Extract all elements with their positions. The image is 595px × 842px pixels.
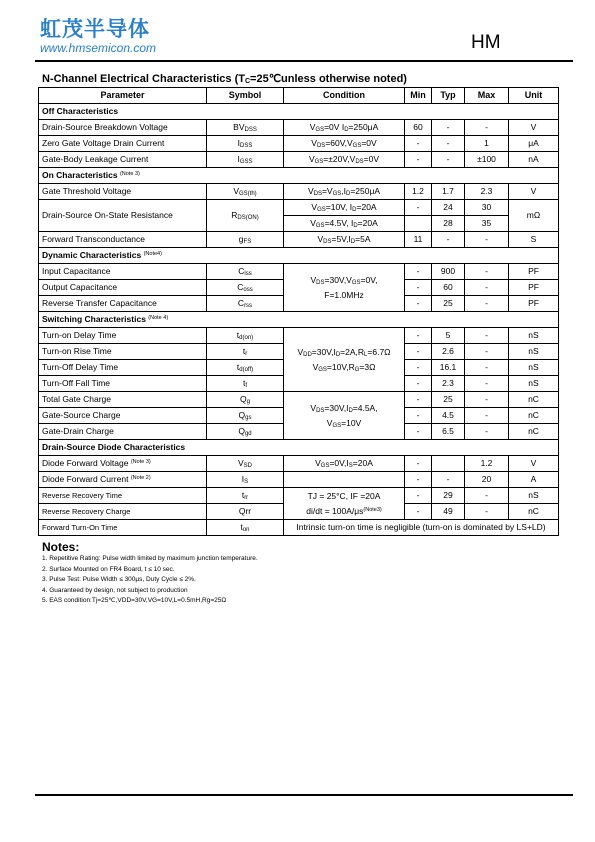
symbol-cell: $C_{lss}$: [207, 264, 284, 280]
typ-cell: [432, 456, 465, 472]
table-row-gfs: [39, 232, 559, 248]
company-logo: [40, 17, 156, 55]
condition-cell: $V_{DS}=30V,I_D=4.5A$, $V_{GS}=10V$: [284, 392, 405, 440]
min-cell: -: [405, 392, 432, 408]
param-cell: Gate-Body Leakage Current: [39, 152, 207, 168]
table-row-is: [39, 472, 559, 488]
unit-cell: nC: [509, 408, 559, 424]
max-cell: 20: [465, 472, 509, 488]
unit-cell: nA: [509, 152, 559, 168]
col-header-condition: Condition: [284, 88, 405, 104]
param-cell: Turn-Off Delay Time: [39, 360, 207, 376]
section-row-off: [39, 104, 559, 120]
unit-cell: PF: [509, 280, 559, 296]
table-row-vsd: [39, 456, 559, 472]
section-label-dynamic: Dynamic Characteristics $^{(Note4)}$: [39, 248, 559, 264]
unit-cell: nS: [509, 328, 559, 344]
max-cell: -: [465, 264, 509, 280]
max-cell: -: [465, 360, 509, 376]
max-cell: -: [465, 296, 509, 312]
param-cell: Forward Turn-On Time: [39, 520, 207, 536]
typ-cell: 49: [432, 504, 465, 520]
brand-name-cn: 虹茂半导体: [40, 17, 150, 41]
section-row-on: [39, 168, 559, 184]
table-row-bvdss: [39, 120, 559, 136]
table-row-ciss: [39, 264, 559, 280]
min-cell: -: [405, 328, 432, 344]
min-cell: 1.2: [405, 184, 432, 200]
min-cell: -: [405, 296, 432, 312]
min-cell: -: [405, 456, 432, 472]
typ-cell: 16.1: [432, 360, 465, 376]
symbol-cell: $t_{rr}$: [207, 488, 284, 504]
note-item: 2. Surface Mounted on FR4 Board, t ≤ 10 sec.: [42, 565, 175, 573]
typ-cell: 4.5: [432, 408, 465, 424]
min-cell: -: [405, 488, 432, 504]
symbol-cell: $C_{rss}$: [207, 296, 284, 312]
param-cell: Forward Transconductance: [39, 232, 207, 248]
max-cell: 2.3: [465, 184, 509, 200]
col-header-parameter: Parameter: [39, 88, 207, 104]
max-cell: 30: [465, 200, 509, 216]
min-cell: -: [405, 280, 432, 296]
max-cell: 1: [465, 136, 509, 152]
symbol-cell: $Q_{gd}$: [207, 424, 284, 440]
symbol-cell: $V_{GS(th)}$: [207, 184, 284, 200]
min-cell: -: [405, 360, 432, 376]
param-cell: Input Capacitance: [39, 264, 207, 280]
param-cell: Gate-Source Charge: [39, 408, 207, 424]
section-row-switching: [39, 312, 559, 328]
max-cell: -: [465, 376, 509, 392]
typ-cell: 6.5: [432, 424, 465, 440]
param-cell: Reverse Recovery Time: [39, 488, 207, 504]
max-cell: ±100: [465, 152, 509, 168]
condition-cell: $V_{GS}=0V$ $I_D=250\mu A$: [284, 120, 405, 136]
max-cell: -: [465, 408, 509, 424]
param-cell: Zero Gate Voltage Drain Current: [39, 136, 207, 152]
max-cell: -: [465, 232, 509, 248]
param-cell: Reverse Recovery Charge: [39, 504, 207, 520]
symbol-cell: $BV_{DSS}$: [207, 120, 284, 136]
condition-cell: $V_{GS}=10V$, $I_D=20A$: [284, 200, 405, 216]
condition-cell: $V_{GS}=4.5V$, $I_D=20A$: [284, 216, 405, 232]
symbol-cell: $I_S$: [207, 472, 284, 488]
min-cell: -: [405, 344, 432, 360]
max-cell: 1.2: [465, 456, 509, 472]
param-cell: Turn-Off Fall Time: [39, 376, 207, 392]
unit-cell: V: [509, 120, 559, 136]
unit-cell: nC: [509, 424, 559, 440]
param-cell: Output Capacitance: [39, 280, 207, 296]
condition-cell: TJ = 25°C, IF =20A $di/dt = 100A/\mu s^{(Note3)}$: [284, 488, 405, 520]
symbol-cell: $Q_g$: [207, 392, 284, 408]
unit-cell: nC: [509, 504, 559, 520]
min-cell: 60: [405, 120, 432, 136]
typ-cell: 2.6: [432, 344, 465, 360]
param-cell: Gate Threshold Voltage: [39, 184, 207, 200]
condition-cell: $V_{DS}=60V,V_{GS}=0V$: [284, 136, 405, 152]
param-cell: Reverse Transfer Capacitance: [39, 296, 207, 312]
param-cell: Drain-Source Breakdown Voltage: [39, 120, 207, 136]
col-header-typ: Typ: [432, 88, 465, 104]
param-cell: Diode Forward Current $^{(Note 2)}$: [39, 472, 207, 488]
condition-cell: $V_{GS}=0V,I_S=20A$: [284, 456, 405, 472]
electrical-characteristics-table: [38, 87, 559, 536]
symbol-cell: $R_{DS(ON)}$: [207, 200, 284, 232]
section-row-diode: [39, 440, 559, 456]
table-row-trr: [39, 488, 559, 504]
min-cell: -: [405, 200, 432, 216]
unit-cell: nC: [509, 392, 559, 408]
max-cell: -: [465, 328, 509, 344]
typ-cell: 29: [432, 488, 465, 504]
note-item: 3. Pulse Test: Pulse Width ≤ 300μs, Duty Cycle ≤ 2%.: [42, 576, 196, 583]
min-cell: 11: [405, 232, 432, 248]
typ-cell: 25: [432, 296, 465, 312]
min-cell: -: [405, 504, 432, 520]
notes-block: [42, 540, 258, 607]
param-cell: Total Gate Charge: [39, 392, 207, 408]
unit-cell: nS: [509, 344, 559, 360]
table-row-vth: [39, 184, 559, 200]
symbol-cell: $t_{on}$: [207, 520, 284, 536]
unit-cell: PF: [509, 296, 559, 312]
col-header-unit: Unit: [509, 88, 559, 104]
unit-cell: V: [509, 184, 559, 200]
notes-title: Notes:: [42, 540, 80, 554]
typ-cell: -: [432, 472, 465, 488]
note-item: 5. EAS condition:Tj=25℃,VDD=30V,VG=10V,L=0.5mH,Rg=25Ω: [42, 597, 227, 604]
min-cell: -: [405, 264, 432, 280]
table-row-idss: [39, 136, 559, 152]
unit-cell: PF: [509, 264, 559, 280]
typ-cell: 1.7: [432, 184, 465, 200]
param-cell: Diode Forward Voltage $^{(Note 3)}$: [39, 456, 207, 472]
min-cell: -: [405, 152, 432, 168]
symbol-cell: $I_{DSS}$: [207, 136, 284, 152]
symbol-cell: $t_r$: [207, 344, 284, 360]
symbol-cell: $Q_{gs}$: [207, 408, 284, 424]
min-cell: -: [405, 424, 432, 440]
typ-cell: 60: [432, 280, 465, 296]
typ-cell: -: [432, 232, 465, 248]
max-cell: -: [465, 488, 509, 504]
min-cell: -: [405, 472, 432, 488]
col-header-max: Max: [465, 88, 509, 104]
symbol-cell: $t_{d(off)}$: [207, 360, 284, 376]
unit-cell: V: [509, 456, 559, 472]
symbol-cell: $I_{GSS}$: [207, 152, 284, 168]
typ-cell: 25: [432, 392, 465, 408]
unit-cell: nS: [509, 376, 559, 392]
section-label-on: On Characteristics $^{(Note 3)}$: [39, 168, 559, 184]
table-header-row: [39, 88, 559, 104]
condition-cell: Intrinsic turn-on time is negligible (turn-on is dominated by LS+LD): [284, 520, 559, 536]
max-cell: -: [465, 120, 509, 136]
unit-cell: S: [509, 232, 559, 248]
max-cell: -: [465, 392, 509, 408]
header-rule: [35, 60, 573, 62]
brand-url: www.hmsemicon.com: [40, 41, 157, 55]
condition-cell: [284, 472, 405, 488]
symbol-cell: $t_{d(on)}$: [207, 328, 284, 344]
unit-cell: nS: [509, 360, 559, 376]
symbol-cell: $V_{SD}$: [207, 456, 284, 472]
max-cell: 35: [465, 216, 509, 232]
condition-cell: $V_{DS}=5V,I_D=5A$: [284, 232, 405, 248]
symbol-cell: $t_f$: [207, 376, 284, 392]
condition-cell: $V_{GS}=\pm 20V,V_{DS}=0V$: [284, 152, 405, 168]
unit-cell: A: [509, 472, 559, 488]
param-cell: Turn-on Rise Time: [39, 344, 207, 360]
note-item: 1. Repetitive Rating: Pulse width limited by maximum junction temperature.: [42, 555, 258, 562]
part-number: HM: [471, 32, 501, 53]
note-item: 4. Guaranteed by design, not subject to production: [42, 586, 188, 594]
symbol-cell: $C_{oss}$: [207, 280, 284, 296]
min-cell: [405, 216, 432, 232]
col-header-min: Min: [405, 88, 432, 104]
max-cell: -: [465, 280, 509, 296]
section-title: N-Channel Electrical Characteristics ($T_C=25℃unless$ otherwise noted): [42, 73, 407, 85]
section-row-dynamic: [39, 248, 559, 264]
table-row-igss: [39, 152, 559, 168]
max-cell: -: [465, 504, 509, 520]
condition-cell: $V_{DS}=30V,V_{GS}=0V$, F=1.0MHz: [284, 264, 405, 312]
param-cell: Gate-Drain Charge: [39, 424, 207, 440]
symbol-cell: $g_{FS}$: [207, 232, 284, 248]
unit-cell: mΩ: [509, 200, 559, 232]
condition-cell: $V_{DD}=30V,I_D=2A,R_L=6.7\Omega$ $V_{GS}=10V,R_G=3\Omega$: [284, 328, 405, 392]
min-cell: -: [405, 136, 432, 152]
table-row-tdon: [39, 328, 559, 344]
footer-rule: [35, 794, 573, 796]
table-row-qg: [39, 392, 559, 408]
min-cell: -: [405, 408, 432, 424]
min-cell: -: [405, 376, 432, 392]
param-cell: Drain-Source On-State Resistance: [39, 200, 207, 232]
max-cell: -: [465, 344, 509, 360]
section-label-off: Off Characteristics: [39, 104, 559, 120]
symbol-cell: Qrr: [207, 504, 284, 520]
max-cell: -: [465, 424, 509, 440]
table-row-rds-1: [39, 200, 559, 216]
section-label-switching: Switching Characteristics $^{(Note 4)}$: [39, 312, 559, 328]
typ-cell: 900: [432, 264, 465, 280]
unit-cell: μA: [509, 136, 559, 152]
section-label-diode: Drain-Source Diode Characteristics: [39, 440, 559, 456]
param-cell: Turn-on Delay Time: [39, 328, 207, 344]
typ-cell: -: [432, 152, 465, 168]
typ-cell: 2.3: [432, 376, 465, 392]
col-header-symbol: Symbol: [207, 88, 284, 104]
typ-cell: 24: [432, 200, 465, 216]
table-row-ton: [39, 520, 559, 536]
condition-cell: $V_{DS}=V_{GS},I_D=250\mu A$: [284, 184, 405, 200]
unit-cell: nS: [509, 488, 559, 504]
typ-cell: -: [432, 120, 465, 136]
typ-cell: -: [432, 136, 465, 152]
typ-cell: 5: [432, 328, 465, 344]
typ-cell: 28: [432, 216, 465, 232]
